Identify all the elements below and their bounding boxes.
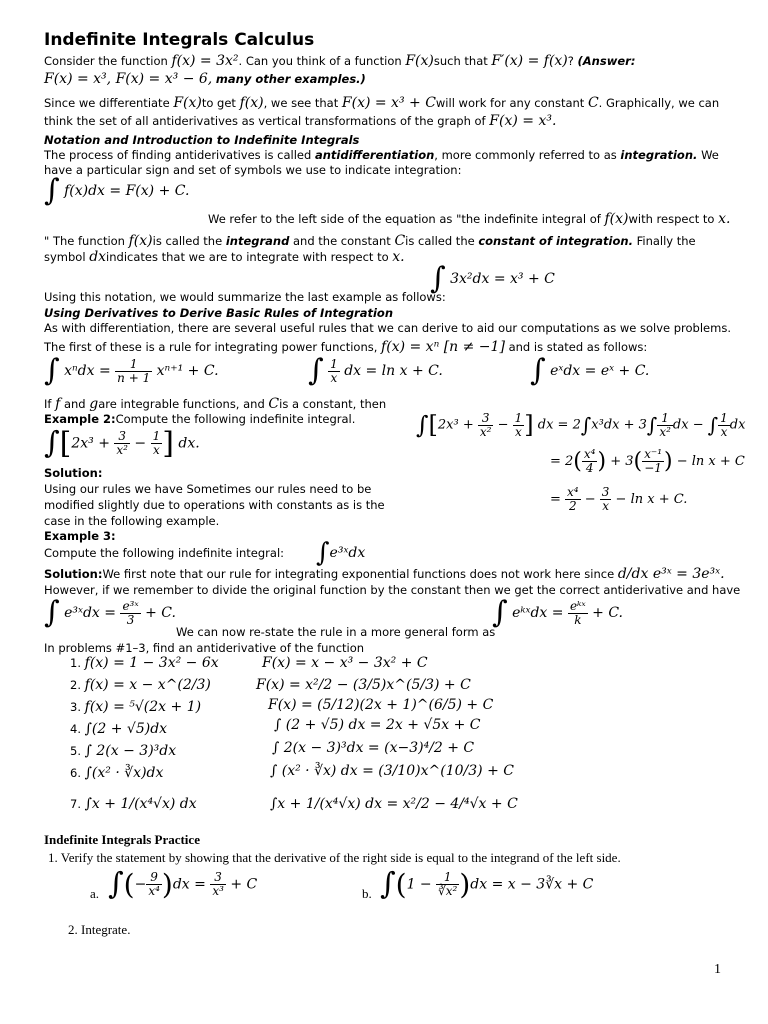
math-expression: f [55, 396, 61, 412]
solution-text: modified slightly due to operations with constants as is the [44, 498, 385, 512]
section-heading: Notation and Introduction to Indefinite Integrals [44, 133, 360, 147]
problem-item [70, 678, 211, 692]
problem-answer [262, 656, 428, 670]
problem-answer-text: ∫ (2 + √5) dx = 2x + √5x + C [274, 717, 481, 733]
integral-sign: ∫ [44, 173, 60, 208]
math-expression: C [268, 396, 280, 412]
problem-item [70, 766, 163, 780]
problem-item [70, 797, 197, 811]
general-exp-rule [492, 595, 623, 630]
problem-question: ∫(x² · ∛x)dx [84, 765, 164, 781]
equation: dx = ln x + C. [344, 363, 443, 379]
problem-answer [268, 698, 493, 712]
worked-solution-line-1: ∫[2x³ + $\frac{3}{\text{x²}}$ − $\frac{1}{x}$ ] dx = 2∫x³dx + 3∫ $\frac{1}{\text{x²}}$ dx − ∫ $\frac{1}{x}$ dx [416, 410, 746, 439]
intro-text: Consider the function [44, 54, 168, 68]
problem-number: 7. [70, 797, 81, 811]
problem-item [70, 722, 167, 736]
fraction-numerator: 1 [115, 358, 152, 372]
problem-answer-text: ∫x + 1/(x⁴√x) dx = x²/2 − 4/⁴√x + C [270, 796, 518, 812]
paragraph-text: is called the [152, 234, 223, 248]
exp-rule [530, 353, 650, 388]
math-expression: d/dx e³ˣ = 3e³ˣ. [617, 566, 725, 582]
paragraph-text: indicates that we are to integrate with respect to [106, 250, 389, 264]
answer-text: many other examples.) [215, 72, 366, 86]
practice-a-label: a. [90, 886, 100, 901]
example-3-label: Example 3: [44, 529, 116, 543]
integrand-line [44, 234, 696, 248]
problem-number: 6. [70, 766, 81, 780]
equation: 3x²dx = x³ + C [450, 271, 555, 287]
term: integrand [225, 234, 290, 248]
paragraph-text: Finally the [636, 234, 696, 248]
fraction-numerator: eᵏˣ [569, 598, 586, 613]
paragraph [44, 148, 719, 162]
summary-text: Using this notation, we would summarize the last example as follows: [44, 290, 446, 304]
math-expression: f(x) [239, 95, 264, 111]
math-expression: dx [89, 249, 107, 265]
paragraph-text: The first of these is a rule for integrating power functions, [44, 340, 378, 354]
intro-line-3 [44, 96, 719, 110]
math-expression: f(x) [604, 211, 629, 227]
paragraph-text: We [701, 148, 719, 162]
problem-answer [256, 678, 471, 692]
math-expression: x. [718, 211, 731, 227]
integral-sign: ∫ [316, 538, 330, 568]
problem-number: 3. [70, 700, 81, 714]
math-expression: g [89, 396, 99, 412]
intro-text: . Graphically, we can [598, 96, 720, 110]
fraction-denominator: 3 [126, 612, 135, 627]
practice-b-label: b. [362, 886, 372, 901]
problem-answer [270, 764, 514, 778]
math-expression: C [587, 95, 599, 111]
problem-number: 5. [70, 744, 81, 758]
intro-text: ? [567, 54, 574, 68]
example-2-integral: ∫[2x³ + $\frac{3}{\text{x²}}$ − $\frac{1}{x}$ ] dx. [44, 425, 200, 461]
term: constant of integration. [478, 234, 633, 248]
integral-definition [44, 173, 190, 208]
practice-a-equation: ∫(− $\frac{9}{\text{x⁴}}$ )dx = $\frac{3}{\text{x³}}$ + C [108, 866, 258, 902]
integrable-line [44, 397, 386, 411]
intro-text: will work for any constant [435, 96, 585, 110]
example-3-text: Compute the following indefinite integral: [44, 546, 285, 560]
worked-solution-line-2: = 2( $\frac{\text{x⁴}}{4}$ ) + 3( $\frac{\text{x⁻¹}}{-1}$ ) − ln x + C [550, 447, 745, 475]
fraction-numerator: e³ˣ [122, 598, 139, 613]
intro-line-2 [44, 72, 366, 86]
paragraph-text: and the constant [292, 234, 391, 248]
problem-answer-text: ∫ (x² · ∛x) dx = (3/10)x^(10/3) + C [270, 763, 514, 779]
fraction-denominator: k [574, 612, 582, 627]
problem-item [70, 700, 201, 714]
integral-sign: ∫ [530, 353, 546, 388]
problem-number: 1. [70, 656, 81, 670]
example-text: Compute the following indefinite integral. [115, 412, 356, 426]
equation: + C. [592, 605, 623, 621]
reference-line [208, 212, 731, 226]
paragraph-text: are integrable functions, and [98, 397, 265, 411]
summary-equation [430, 261, 555, 296]
intro-line-4 [44, 114, 556, 128]
problem-question: f(x) = ⁵√(2x + 1) [84, 699, 202, 715]
example-3-solution [44, 567, 725, 581]
integral-sign: ∫ [44, 425, 60, 461]
example-3-result [44, 595, 176, 630]
equation: xⁿdx = [64, 363, 111, 379]
solution-label: Solution: [44, 466, 103, 480]
problem-question: ∫x + 1/(x⁴√x) dx [84, 796, 197, 812]
intro-text: Since we differentiate [44, 96, 170, 110]
power-rule [44, 353, 219, 388]
practice-title: Indefinite Integrals Practice [44, 832, 200, 847]
math-expression: f(x) = 3x² [171, 53, 239, 69]
worked-solution-line-3: = $\frac{\text{x⁴}}{2}$ − $\frac{3}{x}$ − ln x + C. [550, 485, 688, 513]
equation: + C. [145, 605, 176, 621]
power-rule-intro [44, 340, 647, 354]
answer-label: (Answer: [577, 54, 636, 68]
equation: f(x)dx = F(x) + C. [64, 183, 190, 199]
solution-text: We first note that our rule for integrating exponential functions does not work here since [102, 567, 615, 581]
intro-line-1 [44, 54, 635, 68]
integral-sign: ∫ [108, 866, 124, 902]
problem-question: f(x) = x − x^(2/3) [84, 677, 211, 693]
fraction-numerator: 1 [330, 356, 338, 371]
example-3-solution-2: However, if we remember to divide the original function by the constant then we get the correct antiderivative and have [44, 583, 741, 597]
problem-answer [270, 797, 518, 811]
paragraph-text: , more commonly referred to as [434, 148, 617, 162]
solution-label: Solution: [44, 567, 103, 581]
paragraph-text: symbol [44, 250, 86, 264]
equation: xⁿ⁺¹ + C. [156, 363, 219, 379]
intro-text: . Can you think of a function [238, 54, 402, 68]
paragraph-text: and [63, 397, 86, 411]
integral-sign: ∫ [308, 353, 324, 388]
math-expression: x. [392, 249, 405, 265]
problem-item [70, 744, 176, 758]
paragraph-text: The process of finding antiderivatives is called [44, 148, 312, 162]
problem-answer [274, 718, 480, 732]
integral-sign: ∫ [44, 353, 60, 388]
integral-sign: ∫ [430, 261, 446, 296]
equation: eᵏˣdx = [512, 605, 564, 621]
problem-answer [272, 741, 474, 755]
paragraph: As with differentiation, there are several useful rules that we can derive to aid our computations as we solve problems. [44, 321, 731, 335]
math-expression: C [394, 233, 406, 249]
practice-b-equation: ∫(1 − $\frac{1}{\text{∛x²}}$ )dx = x − 3∛x + C [380, 866, 594, 902]
example-2-heading [44, 412, 355, 426]
paragraph-text: with respect to [628, 212, 715, 226]
math-expression: f(x) [128, 233, 153, 249]
integral-sign: ∫ [44, 595, 60, 630]
paragraph-text: If [44, 397, 52, 411]
restate-text: We can now re-state the rule in a more general form as [176, 625, 496, 639]
intro-text: to get [201, 96, 236, 110]
problem-question: f(x) = 1 − 3x² − 6x [84, 655, 219, 671]
fraction-denominator: x [330, 370, 338, 385]
paragraph-text: and is stated as follows: [508, 340, 648, 354]
problem-question: ∫ 2(x − 3)³dx [84, 743, 177, 759]
practice-item-2: 2. Integrate. [68, 922, 131, 937]
practice-item-1: 1. Verify the statement by showing that the derivative of the right side is equal to the integrand of the left side. [48, 850, 621, 865]
page-title: Indefinite Integrals Calculus [44, 30, 315, 50]
intro-text: think the set of all antiderivatives as vertical transformations of the graph of [44, 114, 486, 128]
intro-text: such that [433, 54, 488, 68]
problem-number: 4. [70, 722, 81, 736]
equation: eˣdx = eˣ + C. [550, 363, 650, 379]
solution-text: Using our rules we have Sometimes our rules need to be [44, 482, 372, 496]
integral-sign: ∫ [380, 866, 396, 902]
paragraph-text: We refer to the left side of the equation as "the indefinite integral of [208, 212, 601, 226]
term: antidifferentiation [314, 148, 435, 162]
example-3-integral: ∫e³ˣdx [316, 538, 366, 568]
problem-answer-text: F(x) = (5/12)(2x + 1)^(6/5) + C [268, 697, 494, 713]
problem-item [70, 656, 219, 670]
math-expression: F(x) [173, 95, 202, 111]
paragraph-text: is called the [405, 234, 475, 248]
problem-question: ∫(2 + √5)dx [84, 721, 168, 737]
paragraph: have a particular sign and set of symbols we use to indicate integration: [44, 163, 462, 177]
math-expression: F(x) = x³. [489, 113, 557, 129]
math-expression: F(x) = x³ + C [341, 95, 436, 111]
problem-answer-text: F(x) = x²/2 − (3/5)x^(5/3) + C [256, 677, 471, 693]
math-expression: f(x) = xⁿ [n ≠ −1] [381, 339, 505, 355]
problems-intro: In problems #1–3, find an antiderivative of the function [44, 641, 365, 655]
math-expression: F(x) [405, 53, 434, 69]
log-rule [308, 353, 443, 388]
solution-text: case in the following example. [44, 514, 220, 528]
term: integration. [620, 148, 698, 162]
integral-sign: ∫ [492, 595, 508, 630]
problem-answer-text: ∫ 2(x − 3)³dx = (x−3)⁴/2 + C [272, 740, 475, 756]
page-number: 1 [714, 962, 721, 977]
section-heading: Using Derivatives to Derive Basic Rules of Integration [44, 306, 394, 320]
math-expression: F(x) = x³, F(x) = x³ − 6, [44, 71, 213, 87]
example-label: Example 2: [44, 412, 116, 426]
paragraph-text: is a constant, then [279, 397, 387, 411]
fraction-denominator: n + 1 [117, 370, 151, 385]
paragraph-text: " The function [44, 234, 125, 248]
problem-number: 2. [70, 678, 81, 692]
math-expression: F′(x) = f(x) [491, 53, 568, 69]
problem-answer-text: F(x) = x − x³ − 3x² + C [262, 655, 428, 671]
intro-text: , we see that [263, 96, 339, 110]
equation: e³ˣdx = [64, 605, 116, 621]
symbol-line [44, 250, 405, 264]
